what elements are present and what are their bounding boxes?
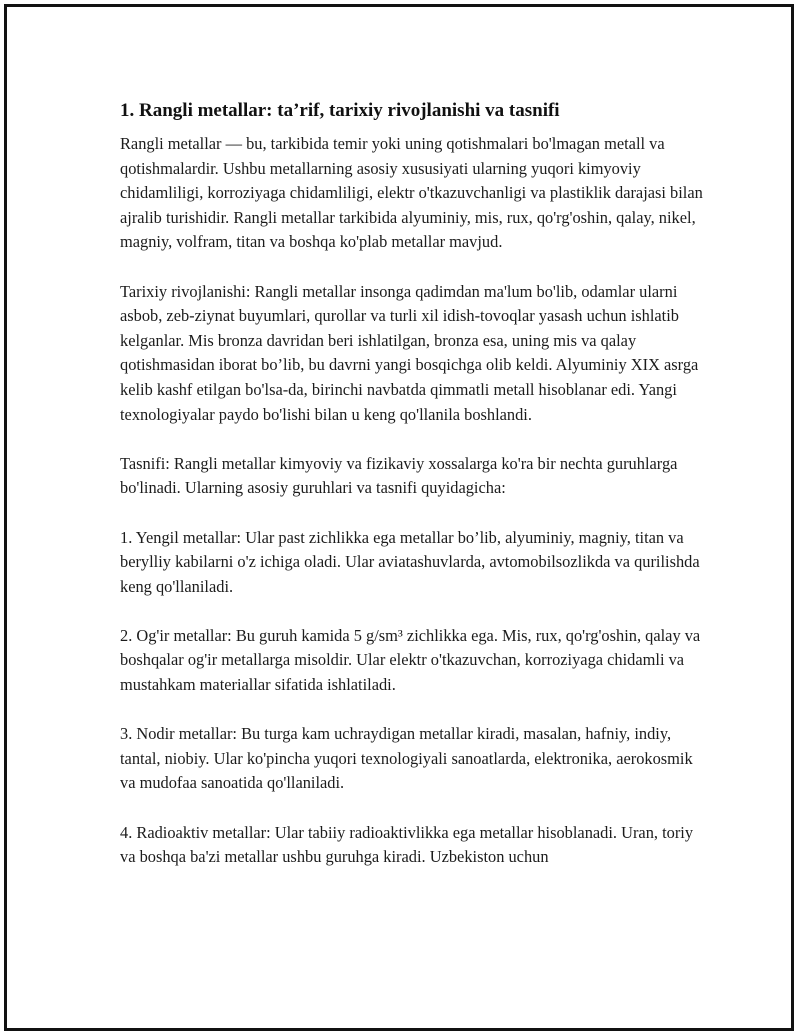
page-frame — [4, 4, 794, 1031]
section-heading: 1. Rangli metallar: ta’rif, tarixiy rivojlanishi va tasnifi — [120, 100, 560, 121]
list-item-light-metals: 1. Yengil metallar: Ular past zichlikka ega metallar bo’lib, alyuminiy, magniy, titan va berylliy kabilarni o'z ichiga oladi. Ular aviatashuvlarda, avtomobilsozlikda va qurilishda keng qo'llaniladi. — [120, 527, 700, 596]
list-item-rare-metals: 3. Nodir metallar: Bu turga kam uchraydigan metallar kiradi, masalan, hafniy, indiy, tantal, niobiy. Ular ko'pincha yuqori texnologiyali sanoatlarda, elektronika, aerokosmik va mudofaa sanoatida qo'llaniladi. — [120, 724, 693, 793]
list-item-heavy-metals: 2. Og'ir metallar: Bu guruh kamida 5 g/sm³ zichlikka ega. Mis, rux, qo'rg'oshin, qalay va boshqalar og'ir metallarga misoldir. Ular elektr o'tkazuvchan, korroziyaga chidamli va mustahkam materiallar sifatida ishlatiladi. — [120, 625, 701, 695]
list-item-radioactive-metals: 4. Radioaktiv metallar: Ular tabiiy radioaktivlikka ega metallar hisoblanadi. Uran, toriy va boshqa ba'zi metallar ushbu guruhga kiradi. Uzbekiston uchun — [120, 822, 694, 867]
paragraph-definition: Rangli metallar — bu, tarkibida temir yoki uning qotishmalari bo'lmagan metall va qotishmalardir. Ushbu metallarning asosiy xususiyati ularning yuqori kimyoviy chidamliligi, korroziyaga chidamliligi, elektr o'tkazuvchanligi va plastiklik darajasi bilan ajralib turishidir. Rangli metallar tarkibida alyuminiy, mis, rux, qo'rg'oshin, qalay, nikel, magniy, volfram, titan va boshqa ko'plab metallar mavjud. — [120, 134, 703, 252]
paragraph-classification: Tasnifi: Rangli metallar kimyoviy va fizikaviy xossalarga ko'ra bir nechta guruhlarga bo'linadi. Ularning asosiy guruhlari va tasnifi quyidagicha: — [120, 453, 678, 498]
paragraph-history: Tarixiy rivojlanishi: Rangli metallar insonga qadimdan ma'lum bo'lib, odamlar ularni asbob, zeb-ziynat buyumlari, qurollar va turli xil idish-tovoqlar yasash uchun ishlatib kelganlar. Mis bronza davridan beri ishlatilgan, bronza esa, uning mis va qalay qotishmasidan iborat bo’lib, bu davrni yangi bosqichga olib keldi. Alyuminiy XIX asrga kelib kashf etilgan bo'lsa-da, birinchi navbatda qimmatli metall hisoblanar edi. Yangi texnologiyalar paydo bo'lishi bilan u keng qo'llanila boshlandi. — [120, 281, 699, 424]
document-body — [120, 99, 705, 894]
